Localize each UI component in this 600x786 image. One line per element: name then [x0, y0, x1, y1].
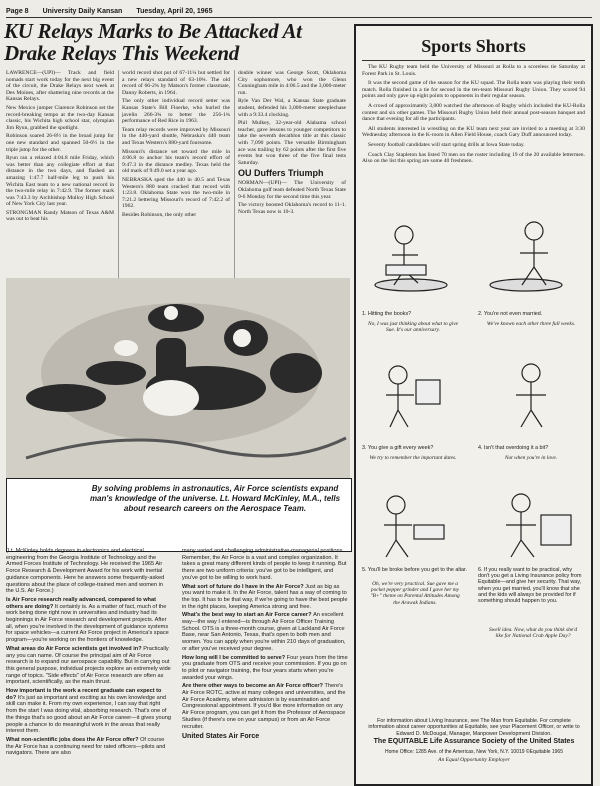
qa-paragraph	[6, 646, 172, 686]
paragraph: Coach Clay Stapleton has listed 70 men on the roster including 19 of the 20 available lettermen. Also on the list this spring are some 40 freshmen.	[362, 151, 585, 165]
question: What areas do Air Force scientists get involved in?	[6, 645, 144, 652]
panel-3-caption: 3. You give a gift every week?	[362, 445, 434, 451]
ad-headline: By solving problems in astronautics, Air Force scientists expand man's knowledge of the universe. Lt. Howard McKinley, M.A., tells about research careers on the Aerospace Team.	[89, 484, 341, 513]
cartoon-strip	[356, 205, 588, 645]
answer: many varied and challenging administrative-managerial positions. Remember, the Air Force is a vast and complex organization. It takes a great many different kinds of people to keep it running. But there are two uniform criteria: you've got to be intelligent, and you've got to be willing to work hard.	[182, 548, 347, 581]
equitable-address: Home Office: 1285 Ave. of the Americas, New York, N.Y. 10019 ©Equitable 1965	[385, 749, 563, 755]
paragraph: Missouri's distance set toward the mile in 4:06.8 to anchor his team's record effort of 9:47.3 in the distance medley. Texas held the old mark of 9:49.0 set a year ago.	[122, 148, 230, 175]
question: Are there other ways to become an Air Force officer?	[182, 683, 325, 690]
panel-5-reply: Oh, we're very practical. Sue gave me a pocket pepper grinder and I gave her my "B+" theme on Parental Attitudes Among the Arawak Indians.	[370, 581, 460, 606]
answer: It certainly is. As a matter of fact, much of the work being done right now in universities and industry had its beginnings in Air Force research and development projects. After all, when you're involved in the development of guidance systems for space vehicles—a current Air Force project in America's space program—you're working on the frontiers of knowledge.	[6, 603, 169, 644]
answer: (Lt. McKinley holds degrees in electronics and electrical engineering from the Georgia Institute of Technology and the Armed Forces Institute of Technology. He received the 1965 Air Force Research & Development Award for his work with inertial guidance components. Here he answers some frequently-asked questions about the place of college-trained men and women in the U.S. Air Force.)	[6, 548, 165, 595]
issue-date: Tuesday, April 20, 1965	[136, 7, 213, 15]
answer: There's Air Force ROTC, active at many colleges and universities, and the Air Force Academy, where admission is by examination and Congressional appointment. If you'd like more information on any Air Force program, you can get it from the Professor of Aerospace Studies (if there's one on your campus) or from an Air Force recruiter.	[182, 683, 346, 730]
page-header	[6, 4, 592, 18]
ad-body	[6, 548, 350, 780]
story-col-3-body	[238, 70, 346, 166]
story-col-2	[122, 70, 230, 220]
paragraph: Besides Robinson, the only other	[122, 211, 197, 218]
sports-rule	[362, 60, 585, 61]
question: Is Air Force research really advanced, compared to what others are doing?	[6, 596, 156, 610]
sub-headline: OU Duffers Triumph	[238, 168, 324, 179]
paragraph: NEBRASKA sped the 440 in 40.5 and Texas Western's 880 team cracked that record with 1:23.8. Oklahoma State won the two-mile in 7:21.2 bettering Missouri's record of 7:42.2 of 1962.	[122, 176, 230, 210]
panel-4-reply: Not when you're in love.	[504, 455, 558, 461]
story-headline: KU Relays Marks to Be Attacked At Drake Relays This Weekend	[4, 19, 302, 65]
sports-title: Sports Shorts	[421, 36, 526, 56]
question: How long will I be committed to serve?	[182, 654, 287, 661]
paragraph: double winner was George Scott, Oklahoma City sophomore, who won the Glenn Cunningham mile in 4:06.5 and the 3,000-meter run.	[238, 70, 346, 96]
answer: It's just as important and exciting as his own knowledge and skill can make it. From my own experience, I can say that right from the start I was doing vital, absorbing research. That's one of the things that's so good about an Air Force career—it gives young people a chance to do meaningful work in the areas that really interest them.	[6, 694, 171, 735]
qa-paragraph	[6, 597, 172, 644]
qa-paragraph	[6, 688, 172, 735]
panel-4-caption: 4. Isn't that overdoing it a bit?	[478, 445, 549, 451]
paragraph: All students interested in wrestling on the KU team next year are invited to a meeting at 3:30 Wednesday afternoon in the K-room in Allen Field House, coach Gary Duff announced today.	[362, 125, 585, 139]
paragraph: Phil Mulkey, 32-year-old Alabama school teacher, gave lessons to younger competitors to take the seventh decathlon title at this classic with 7,090 points. The versatile Birmingham ace was trailing by 62 points after the first five events but won three of the five final tests Saturday.	[238, 120, 346, 166]
panel-1-reply: No, I was just thinking about what to give Sue. It's our anniversary.	[368, 321, 458, 334]
aerospace-photo	[6, 278, 350, 478]
header-rule	[6, 17, 592, 18]
story-col-1	[6, 70, 114, 225]
sports-body	[362, 64, 585, 168]
answer: Just as big as you want to make it. In the Air Force, talent has a way of coming to the top. It has to be that way, if we're going to have the best people in the right places, keeping America strong and free.	[182, 583, 348, 610]
column-rule	[118, 70, 119, 278]
qa-paragraph	[6, 548, 172, 595]
question: What sort of future do I have in the Air Force?	[182, 583, 306, 590]
paragraph: Ryun ran a relaxed 4:04.8 mile Friday, which was better than any collegiate effort at that distance in the two days, and flashed an amazing 1:47.7 half-mile leg to push his Wichita East team to a new national record in the two-mile relay in 7:42.9. The former mark was 7:43.3 by Archbishop Mulloy High School of New York City last year.	[6, 155, 114, 208]
equal-opportunity: An Equal Opportunity Employer	[438, 757, 510, 763]
panel-3-reply: We try to remember the important dates.	[369, 455, 457, 461]
paragraph: STRONGMAN Randy Matson of Texas A&M was out to beat his	[6, 209, 114, 223]
qa-paragraph	[182, 584, 348, 611]
qa-paragraph	[182, 548, 348, 582]
answer: Practically any you can name. Of course the principal aim of Air Force research is to expand our aerospace capability. But in carrying out this general purpose, individual projects explore an extremely wide range of topics. "Side effects" of Air Force research are often as important, scientifically, as the main thrust.	[6, 645, 171, 686]
air-force-signature: United States Air Force	[182, 733, 260, 741]
paragraph: Team relay records were improved by Missouri in the 440-yard shuttle, Nebraska's 440 team and Texas Western's 880-yard foursome.	[122, 126, 230, 146]
panel-5-caption: 5. You'll be broke before you get to the altar.	[362, 567, 468, 573]
ad-col-right-body	[182, 548, 348, 730]
paragraph: NORMAN—(UPI)— The University of Oklahoma golf team defeated North Texas State 9-6 Monday for the second time this year.	[238, 180, 346, 200]
answer: Of course the Air Force has a continuing need for rated officers—pilots and navigators. There are also	[6, 736, 166, 757]
story-columns	[6, 70, 350, 290]
paragraph: Seventy football candidates will start spring drills at Iowa State today.	[368, 141, 525, 148]
paragraph: The only other individual record setter was Kansas State's Bill Floerke, who hurled the javelin 266-3¾ to better the 256-1¾ performance of Red Rice in 1963.	[122, 98, 230, 125]
answer: Four years from the time you graduate from OTS and receive your commission. If you go on to pilot or navigator training, the four years starts when you're awarded your wings.	[182, 654, 348, 681]
panel-6-reply: Swell idea. Now, what do you think she'd like for National Crab Apple Day?	[488, 627, 578, 640]
qa-paragraph	[182, 612, 348, 652]
paragraph: New Mexico jumper Clarence Robinson set the record-breaking tempo at the two-day Kansas classic, his Wichita high school star, olympian Jim Ryun, grabbed the spotlight.	[6, 104, 114, 131]
paragraph: The KU Rugby team held the University of Missouri at Rolla to a scoreless tie Saturday at Forest Park in St. Louis.	[362, 64, 585, 77]
column-rule	[234, 70, 235, 278]
astronaut-illustration	[6, 278, 350, 478]
qa-paragraph	[6, 737, 172, 757]
answer: An excellent way—the way I entered—is through Air Force Officer Training School. OTS is a three-month course, given at Lackland Air Force Base, near San Antonio, Texas, that's open to both men and women. You can apply when you're within 210 days of graduation, or after you've received your degree.	[182, 612, 346, 652]
paragraph: A crowd of approximately 3,000 watched the afternoon of Rugby which included the KU-Rolla contest and six other games. The Missouri Rugby Union held their annual post-season banquet and dance that evening for all the participants.	[362, 102, 585, 123]
paragraph: The victory boosted Oklahoma's record to 11-1. North Texas now is 10-3.	[238, 202, 346, 215]
paragraph: Ryle Van Der Wal, a Kansas State graduate student, defended his 3,000-meter steeplechase with a 9:33.4 clocking.	[238, 98, 346, 118]
qa-paragraph	[182, 655, 348, 682]
question: What's the best way to start an Air Force career?	[182, 612, 314, 619]
adjacent-page-edge	[593, 24, 600, 782]
panel-1-caption: 1. Hitting the books?	[362, 311, 412, 317]
paragraph: LAWRENCE—(UPI)— Track and field nomads start work today for the next big event of the circuit, the Drake Relays next week at Des Moines, after shattering nine records at the Kansas Relays.	[6, 70, 114, 103]
question: How important is the work a recent graduate can expect to do?	[6, 688, 162, 701]
paragraph: It was the second game of the season for the KU squad. The Rolla team was playing their tenth match. Rolla finished in a tie for second in the ten-team Missouri Rugby Union. They scored 94 points and only gave up eight points to opponents in their regular season.	[362, 80, 585, 100]
paper-name: University Daily Kansan	[42, 7, 123, 15]
page-number: Page 8	[6, 7, 29, 15]
equitable-company: The EQUITABLE Life Assurance Society of the United States	[373, 738, 575, 745]
paragraph: world record shot put of 67-11¼ but settled for a new relays standard of 63-10¾. The old record of 66-2¾ by Matson's former classmate, Danny Roberts, in 1964.	[122, 70, 230, 96]
story-col-3-sub	[238, 180, 346, 215]
qa-paragraph	[182, 683, 348, 730]
question: What non-scientific jobs does the Air Force offer?	[6, 736, 141, 743]
panel-6-caption: 6. If you really want to be practical, why don't you get a Living Insurance policy from Equitable—and give her security. That way, when you get married, you'll know that she and the kids will always be provided for if something should happen to you.	[478, 567, 582, 605]
ad-col-right	[182, 548, 348, 741]
equitable-footer: For information about Living Insurance, see The Man from Equitable. For complete information about career opportunities at Equitable, see your Placement Officer, or write to Edward D. McDougal, Manager, Manpower Development Division.	[368, 718, 580, 737]
panel-2-caption: 2. You're not even married.	[478, 311, 543, 317]
ad-col-left	[6, 548, 172, 759]
panel-2-reply: We've known each other three full weeks.	[486, 321, 576, 327]
story-col-3	[238, 70, 346, 217]
paragraph: Robinson soared 26-8½ in the broad jump for one new standard and spanned 50-6½ in the triple jump for the other.	[6, 133, 114, 153]
